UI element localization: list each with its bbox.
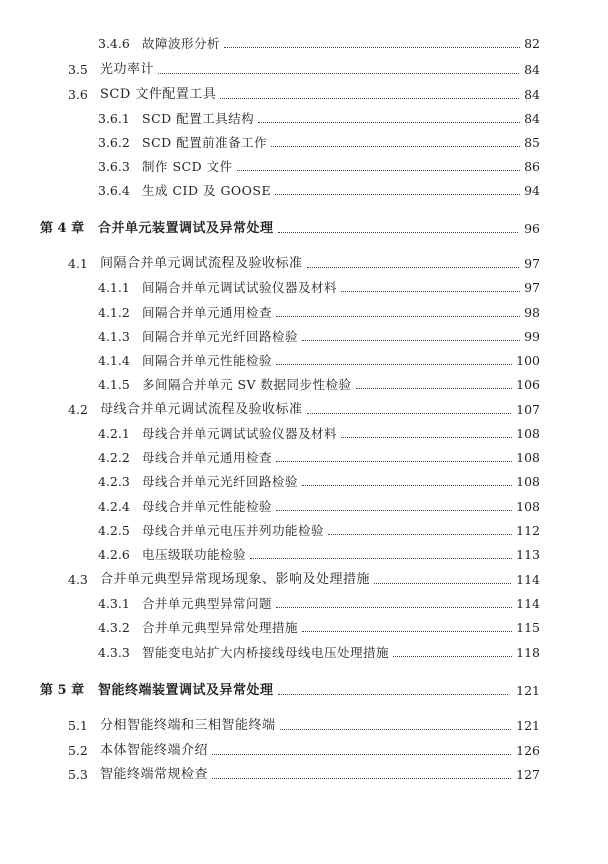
toc-entry-number: 第 4 章: [40, 221, 85, 236]
toc-entry-section[interactable]: [0, 765, 608, 785]
toc-entry-page-number: 108: [516, 426, 540, 441]
toc-entry-page-number: 99: [524, 329, 540, 344]
toc-entry-title: 母线合并单元调试试验仪器及材料: [142, 426, 338, 441]
toc-entry-subsection[interactable]: [0, 303, 608, 323]
toc-entry-number: 4.1.5: [98, 377, 130, 392]
toc-entry-section[interactable]: [0, 254, 608, 274]
dot-leader: [212, 754, 511, 755]
toc-entry-title: 母线合并单元电压并列功能检验: [142, 523, 325, 538]
toc-entry-subsection[interactable]: [0, 181, 608, 201]
toc-entry-title: 间隔合并单元性能检验: [142, 353, 273, 368]
toc-entry-subsection[interactable]: [0, 448, 608, 468]
dot-leader: [278, 232, 518, 233]
toc-entry-title: SCD 配置工具结构: [142, 111, 255, 126]
toc-entry-subsection[interactable]: [0, 545, 608, 565]
dot-leader: [276, 461, 512, 462]
dot-leader: [328, 534, 512, 535]
toc-entry-number: 3.5: [68, 62, 88, 77]
toc-entry-page-number: 114: [516, 596, 540, 611]
toc-entry-title: 间隔合并单元光纤回路检验: [142, 329, 299, 344]
toc-entry-page-number: 100: [516, 353, 540, 368]
toc-entry-number: 3.6: [68, 87, 88, 102]
toc-entry-title: 光功率计: [100, 62, 155, 77]
toc-entry-page-number: 121: [516, 718, 540, 733]
toc-entry-page-number: 94: [524, 183, 540, 198]
toc-entry-title: 合并单元典型异常处理措施: [142, 620, 299, 635]
toc-entry-page-number: 85: [524, 135, 540, 150]
toc-entry-page-number: 118: [516, 645, 540, 660]
toc-entry-page-number: 106: [516, 377, 540, 392]
dot-leader: [276, 510, 512, 511]
dot-leader: [271, 146, 520, 147]
toc-entry-title: 母线合并单元光纤回路检验: [142, 474, 299, 489]
toc-entry-title: 合并单元装置调试及异常处理: [98, 221, 274, 236]
toc-entry-title: 智能变电站扩大内桥接线母线电压处理措施: [142, 645, 390, 660]
toc-entry-title: 间隔合并单元调试试验仪器及材料: [142, 280, 338, 295]
toc-entry-page-number: 84: [524, 87, 540, 102]
dot-leader: [341, 291, 520, 292]
toc-entry-number: 3.4.6: [98, 36, 130, 51]
toc-entry-subsection[interactable]: [0, 375, 608, 395]
toc-entry-number: 4.1.1: [98, 280, 130, 295]
toc-entry-page-number: 98: [524, 305, 540, 320]
toc-entry-title: 分相智能终端和三相智能终端: [100, 718, 276, 733]
toc-entry-number: 5.3: [68, 767, 88, 782]
dot-leader: [250, 558, 512, 559]
dot-leader: [374, 583, 511, 584]
toc-entry-section[interactable]: [0, 400, 608, 420]
dot-leader: [275, 194, 520, 195]
dot-leader: [276, 607, 512, 608]
toc-entry-title: 智能终端常规检查: [100, 767, 209, 782]
toc-entry-subsection[interactable]: [0, 472, 608, 492]
toc-entry-title: 制作 SCD 文件: [142, 159, 233, 174]
toc-entry-number: 第 5 章: [40, 683, 85, 698]
toc-entry-number: 4.3: [68, 572, 88, 587]
toc-entry-page-number: 97: [524, 256, 540, 271]
toc-entry-title: 母线合并单元性能检验: [142, 499, 273, 514]
toc-entry-page-number: 82: [524, 36, 540, 51]
toc-entry-subsection[interactable]: [0, 157, 608, 177]
toc-entry-page-number: 108: [516, 474, 540, 489]
toc-entry-number: 3.6.4: [98, 183, 130, 198]
toc-entry-page-number: 113: [516, 547, 540, 562]
dot-leader: [280, 729, 511, 730]
toc-entry-page-number: 121: [516, 683, 540, 698]
toc-entry-subsection[interactable]: [0, 521, 608, 541]
toc-entry-number: 4.1.4: [98, 353, 130, 368]
toc-entry-number: 4.2.6: [98, 547, 130, 562]
toc-entry-subsection[interactable]: [0, 497, 608, 517]
toc-entry-number: 4.3.1: [98, 596, 130, 611]
toc-entry-page-number: 114: [516, 572, 540, 587]
toc-entry-subsection[interactable]: [0, 594, 608, 614]
toc-entry-subsection[interactable]: [0, 109, 608, 129]
dot-leader: [276, 364, 512, 365]
toc-entry-chapter[interactable]: [0, 681, 608, 701]
toc-entry-title: 间隔合并单元调试流程及验收标准: [100, 256, 303, 271]
toc-entry-number: 4.1: [68, 256, 88, 271]
dot-leader: [302, 631, 512, 632]
toc-entry-page-number: 84: [524, 111, 540, 126]
toc-entry-title: 故障波形分析: [142, 36, 221, 51]
dot-leader: [258, 122, 520, 123]
toc-entry-subsection[interactable]: [0, 643, 608, 663]
toc-entry-number: 4.2.4: [98, 499, 130, 514]
dot-leader: [220, 98, 519, 99]
toc-entry-number: 4.2: [68, 402, 88, 417]
toc-entry-title: SCD 文件配置工具: [100, 87, 217, 102]
toc-entry-subsection[interactable]: [0, 327, 608, 347]
toc-entry-page-number: 84: [524, 62, 540, 77]
toc-entry-page-number: 115: [516, 620, 540, 635]
toc-entry-number: 4.2.3: [98, 474, 130, 489]
toc-entry-title: 电压级联功能检验: [142, 547, 247, 562]
toc-entry-page-number: 108: [516, 450, 540, 465]
toc-entry-number: 4.1.3: [98, 329, 130, 344]
toc-entry-number: 3.6.1: [98, 111, 130, 126]
toc-entry-section[interactable]: [0, 716, 608, 736]
dot-leader: [341, 437, 512, 438]
toc-entry-page-number: 126: [516, 743, 540, 758]
dot-leader: [356, 388, 512, 389]
dot-leader: [302, 340, 520, 341]
toc-entry-subsection[interactable]: [0, 34, 608, 54]
toc-entry-title: 母线合并单元调试流程及验收标准: [100, 402, 303, 417]
dot-leader: [158, 73, 519, 74]
toc-entry-number: 3.6.3: [98, 159, 130, 174]
toc-entry-number: 4.2.5: [98, 523, 130, 538]
toc-entry-number: 4.2.2: [98, 450, 130, 465]
toc-entry-title: 合并单元典型异常现场现象、影响及处理措施: [100, 572, 371, 587]
toc-entry-section[interactable]: [0, 570, 608, 590]
toc-entry-page-number: 108: [516, 499, 540, 514]
dot-leader: [224, 47, 520, 48]
toc-entry-chapter[interactable]: [0, 219, 608, 239]
dot-leader: [393, 656, 512, 657]
toc-entry-number: 4.3.3: [98, 645, 130, 660]
toc-entry-number: 5.2: [68, 743, 88, 758]
toc-entry-subsection[interactable]: [0, 424, 608, 444]
toc-entry-subsection[interactable]: [0, 278, 608, 298]
toc-entry-subsection[interactable]: [0, 133, 608, 153]
dot-leader: [237, 170, 520, 171]
toc-entry-section[interactable]: [0, 741, 608, 761]
toc-entry-section[interactable]: [0, 85, 608, 105]
toc-entry-page-number: 112: [516, 523, 540, 538]
toc-entry-page-number: 96: [524, 221, 540, 236]
dot-leader: [278, 694, 509, 695]
dot-leader: [307, 413, 511, 414]
toc-entry-page-number: 86: [524, 159, 540, 174]
toc-entry-page-number: 107: [516, 402, 540, 417]
toc-entry-title: 多间隔合并单元 SV 数据同步性检验: [142, 377, 352, 392]
toc-entry-number: 4.1.2: [98, 305, 130, 320]
dot-leader: [302, 485, 512, 486]
toc-entry-page-number: 97: [524, 280, 540, 295]
toc-entry-title: 生成 CID 及 GOOSE: [142, 183, 272, 198]
toc-entry-title: 间隔合并单元通用检查: [142, 305, 273, 320]
toc-entry-subsection[interactable]: [0, 618, 608, 638]
toc-entry-number: 4.2.1: [98, 426, 130, 441]
toc-entry-number: 4.3.2: [98, 620, 130, 635]
toc-entry-section[interactable]: [0, 60, 608, 80]
toc-entry-number: 3.6.2: [98, 135, 130, 150]
toc-entry-page-number: 127: [516, 767, 540, 782]
dot-leader: [212, 778, 511, 779]
toc-entry-number: 5.1: [68, 718, 88, 733]
toc-entry-title: 母线合并单元通用检查: [142, 450, 273, 465]
dot-leader: [307, 267, 520, 268]
toc-entry-title: 智能终端装置调试及异常处理: [98, 683, 274, 698]
dot-leader: [276, 316, 520, 317]
toc-entry-title: 本体智能终端介绍: [100, 743, 209, 758]
toc-entry-subsection[interactable]: [0, 351, 608, 371]
toc-entry-title: 合并单元典型异常问题: [142, 596, 273, 611]
toc-entry-title: SCD 配置前准备工作: [142, 135, 268, 150]
